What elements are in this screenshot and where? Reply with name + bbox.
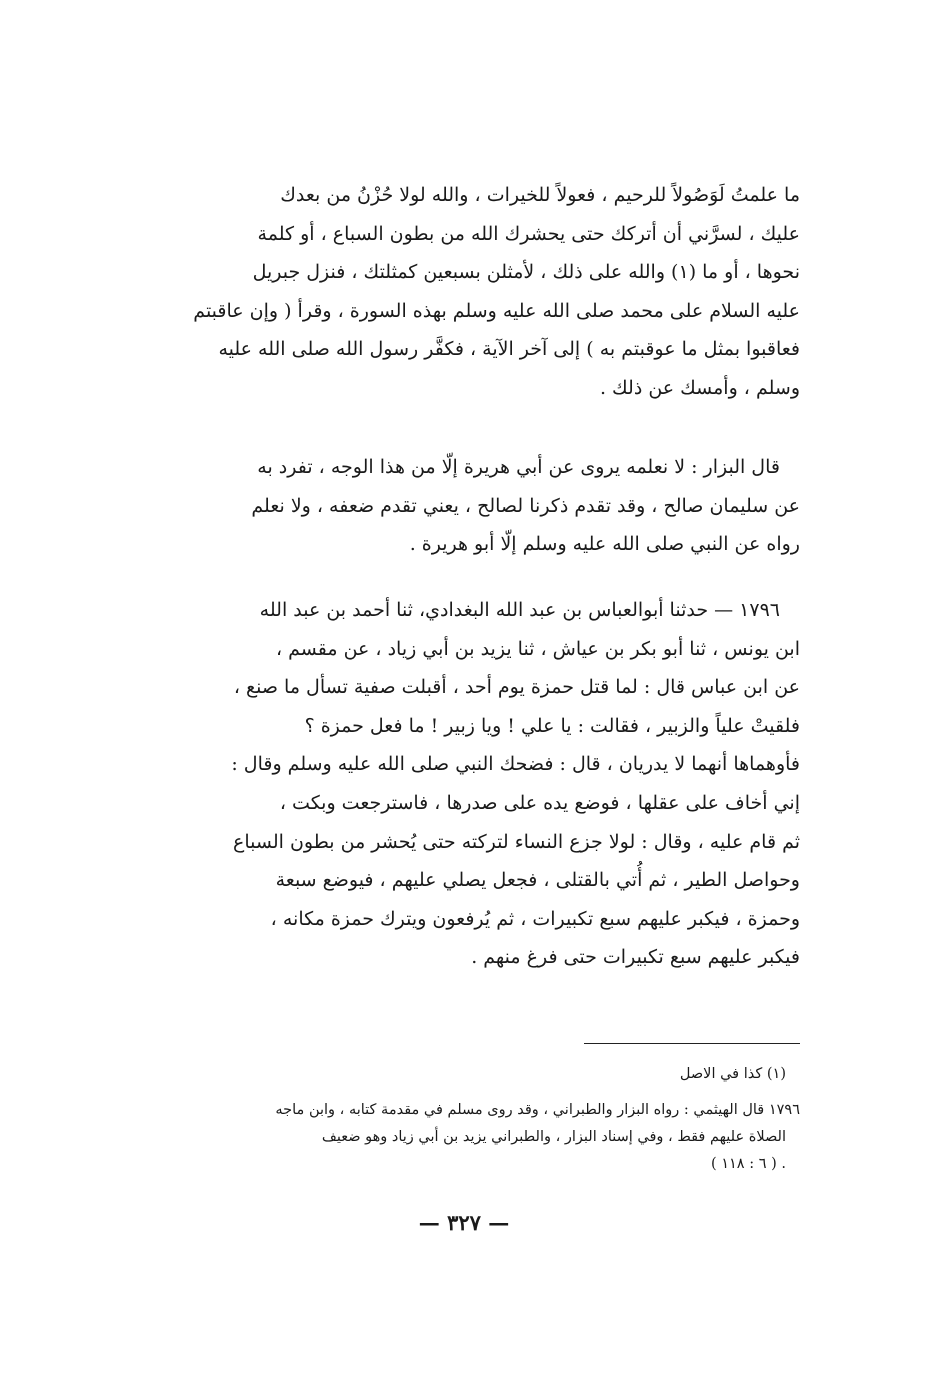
hadith-1796 — [152, 591, 800, 977]
footnote-line: . ( ٦ : ١١٨ ) — [710, 1156, 786, 1172]
footnote-line: (١) كذا في الاصل — [679, 1066, 786, 1082]
text-line: ابن يونس ، ثنا أبو بكر بن عياش ، ثنا يزيد بن أبي زياد ، عن مقسم ، — [275, 637, 800, 660]
footnote-line: الصلاة عليهم فقط ، وفي إسناد البزار ، والطبراني يزيد بن أبي زياد وهو ضعيف — [321, 1129, 786, 1145]
text-line: عليه السلام على محمد صلى الله عليه وسلم بهذه السورة ، وقرأ ( وإن عاقبتم — [193, 299, 800, 322]
footnote-1 — [152, 1061, 800, 1088]
paragraph-bazzar-comment — [152, 448, 800, 564]
text-line: ثم قام عليه ، وقال : لولا جزع النساء لتركته حتى يُحشر من بطون السباع — [233, 830, 800, 853]
text-line: عن ابن عباس قال : لما قتل حمزة يوم أحد ، أقبلت صفية تسأل ما صنع ، — [233, 676, 800, 699]
text-line: نحوها ، أو ما (١) والله على ذلك ، لأمثلن بسبعين كمثلتك ، فنزل جبريل — [252, 261, 800, 284]
text-line: قال البزار : لا نعلمه يروى عن أبي هريرة إلّا من هذا الوجه ، تفرد به — [257, 456, 780, 478]
text-line: ما علمتُ لَوَصُولاً للرحيم ، فعولاً للخيرات ، والله لولا حُزْنُ من بعدك — [280, 184, 800, 206]
text-line: فيكبر عليهم سبع تكبيرات حتى فرغ منهم . — [471, 946, 800, 969]
text-line: فعاقبوا بمثل ما عوقبتم به ) إلى آخر الآية ، فكفَّر رسول الله صلى الله عليه — [218, 338, 800, 361]
text-line: عن سليمان صالح ، وقد تقدم ذكرنا لصالح ، يعني تقدم ضعفه ، ولا نعلم — [251, 494, 800, 517]
text-line: فلقيتْ علياً والزبير ، فقالت : يا علي ! ويا زبير ! ما فعل حمزة ؟ — [304, 714, 800, 737]
text-line: عليك ، لسرَّني أن أتركك حتى يحشرك الله من بطون السباع ، أو كلمة — [257, 222, 800, 245]
text-line: إني أخاف على عقلها ، فوضع يده على صدرها ، فاسترجعت وبكت ، — [279, 791, 800, 814]
text-line: رواه عن النبي صلى الله عليه وسلم إلّا أبو هريرة . — [409, 533, 800, 556]
page-number: — ٣٢٧ — — [418, 1210, 510, 1235]
paragraph-continued — [152, 176, 800, 408]
text-line: وحمزة ، فيكبر عليهم سبع تكبيرات ، ثم يُرفعون ويترك حمزة مكانه ، — [270, 907, 800, 930]
text-line: فأوهماها أنهما لا يدريان ، قال : فضحك النبي صلى الله عليه وسلم وقال : — [231, 753, 800, 776]
footnote-1796 — [152, 1097, 800, 1178]
footnote-line: ١٧٩٦ قال الهيثمي : رواه البزار والطبراني ، وقد روى مسلم في مقدمة كتابه ، وابن ماجه — [275, 1102, 800, 1118]
text-line: وحواصل الطير ، ثم أُتي بالقتلى ، فجعل يصلي عليهم ، فيوضع سبعة — [275, 869, 800, 892]
text-line: ١٧٩٦ — حدثنا أبوالعباس بن عبد الله البغدادي، ثنا أحمد بن عبد الله — [259, 599, 780, 621]
text-line: وسلم ، وأمسك عن ذلك . — [599, 376, 800, 399]
footnote-divider — [584, 1043, 800, 1044]
